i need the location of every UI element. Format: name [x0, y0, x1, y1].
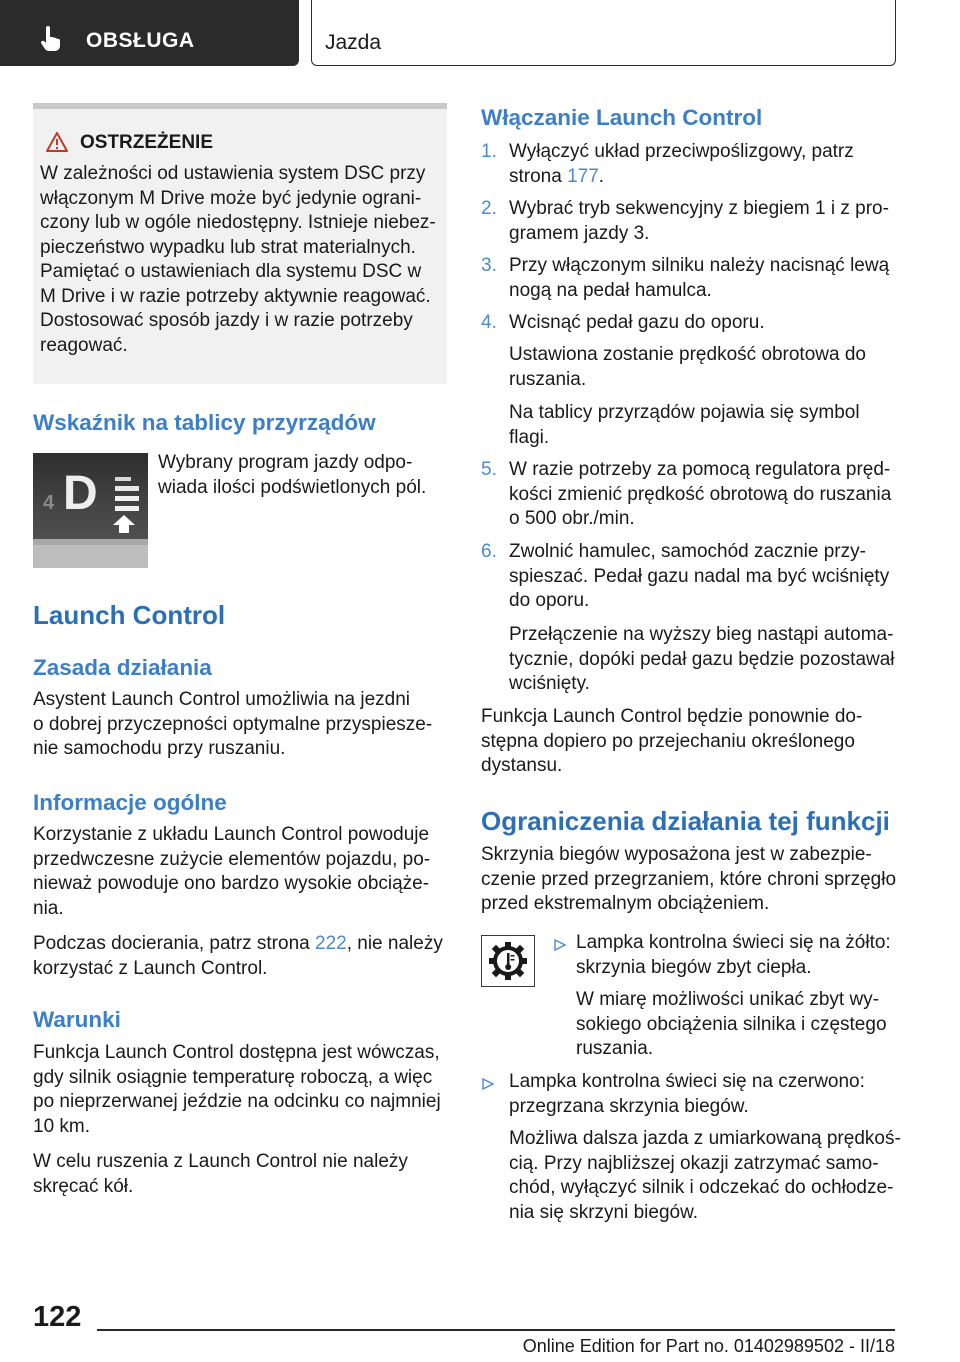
principle-heading: Zasada działania — [33, 655, 212, 680]
general-info-heading: Informacje ogólne — [33, 790, 227, 815]
page-number: 122 — [33, 1301, 82, 1333]
step-number-3: 3. — [481, 255, 497, 276]
step-number-5: 5. — [481, 459, 497, 480]
step-4-note-rpm: Ustawiona zostanie prędkość obrotowa do ruszania. — [509, 344, 866, 390]
step-4-note-flag: Na tablicy przyrządów pojawia się symbol flagi. — [509, 402, 860, 448]
bullet-red-text: Lampka kontrolna świeci się na czerwono: przegrzana skrzynia biegów. — [509, 1071, 865, 1117]
step-number-6: 6. — [481, 541, 497, 562]
conditions-text: Funkcja Launch Control dostępna jest wówczas, gdy silnik osiągnie temperaturę roboczą, a więc po nieprzerwanej jeździe na odcinku co najmniej 10 km. — [33, 1042, 441, 1137]
bullet-yellow-note: W miarę możliwości unikać zbyt wy- sokiego obciążenia silnika i częstego ruszania. — [576, 989, 887, 1059]
limits-heading: Ograniczenia działania tej funkcji — [481, 806, 890, 836]
header-chapter-title: Jazda — [325, 31, 382, 54]
step-6-note: Przełączenie na wyższy bieg nastąpi automa- tycznie, dopóki pedał gazu będzie pozostawał wciśnięty. — [509, 624, 895, 694]
step-number-2: 2. — [481, 198, 497, 219]
header-section-title: OBSŁUGA — [86, 29, 195, 52]
general-info-text: Korzystanie z układu Launch Control powoduje przedwczesne zużycie elementów pojazdu, po- nieważ powoduje ono bardzo wysokie obciąże- nia. — [33, 824, 431, 919]
cluster-gear-small: 4 — [43, 492, 55, 514]
step-text-5: W razie potrzeby za pomocą regulatora pręd- kości zmienić prędkość obrotową do ruszania o 500 obr./min. — [509, 459, 892, 529]
page-link-177[interactable]: 177 — [567, 165, 599, 187]
conditions-heading: Warunki — [33, 1007, 121, 1032]
footer-divider — [97, 1329, 895, 1331]
page-link-222[interactable]: 222 — [315, 933, 347, 954]
step-text-3: Przy włączonym silniku należy nacisnąć lewą nogą na pedał hamulca. — [509, 255, 890, 301]
pointing-hand-icon — [40, 26, 62, 52]
triangle-bullet-icon — [553, 938, 567, 952]
step-number-1: 1. — [481, 141, 497, 162]
warning-title: OSTRZEŻENIE — [80, 132, 214, 153]
warning-triangle-icon — [46, 132, 68, 152]
enable-heading: Włączanie Launch Control — [481, 105, 763, 130]
steering-text: W celu ruszenia z Launch Control nie należy skręcać kół. — [33, 1151, 408, 1197]
step-text-1: Wyłączyć układ przeciwpoślizgowy, patrz strona 177. — [509, 141, 854, 187]
step-number-4: 4. — [481, 312, 497, 333]
breakin-text: Podczas docierania, patrz strona 222, nie należy korzystać z Launch Control. — [33, 933, 443, 979]
indicator-heading: Wskaźnik na tablicy przyrządów — [33, 410, 376, 435]
step-text-6: Zwolnić hamulec, samochód zacznie przy- spieszać. Pedał gazu nadal ma być wciśnięty do oporu. — [509, 541, 890, 611]
step-text-2: Wybrać tryb sekwencyjny z biegiem 1 i z pro- gramem jazdy 3. — [509, 198, 889, 244]
launch-control-title: Launch Control — [33, 600, 226, 630]
triangle-bullet-icon — [481, 1077, 495, 1091]
header-chapter-tab — [311, 0, 896, 66]
indicator-text: Wybrany program jazdy odpo- wiada ilości podświetlonych pól. — [158, 452, 427, 498]
warning-text: W zależności od ustawienia system DSC przy włączonym M Drive może być jedynie ograni- czony lub w ogóle niedostępny. Istnieje niebez- pieczeństwo wypadku lub strat materialnych. Pamiętać o ustawieniach dla systemu DSC w M Drive i w razie potrzeby aktywnie reagować. Dostosować sposób jazdy i w razie potrzeby reagować. — [40, 163, 436, 356]
limits-text: Skrzynia biegów wyposażona jest w zabezpie- czenie przed przegrzaniem, które chroni sprzęgło przed ekstremalnym obciążeniem. — [481, 844, 897, 914]
principle-text: Asystent Launch Control umożliwia na jezdni o dobrej przyczepności optymalne przyspiesze- nie samochodu przy ruszaniu. — [33, 689, 433, 759]
availability-text: Funkcja Launch Control będzie ponownie do- stępna dopiero po przejechaniu określonego dystansu. — [481, 706, 863, 776]
step-text-4: Wcisnąć pedał gazu do oporu. — [509, 312, 765, 333]
bullet-yellow-text: Lampka kontrolna świeci się na żółto: skrzynia biegów zbyt ciepła. — [576, 932, 891, 978]
cluster-gear-large: D — [63, 467, 98, 520]
bullet-red-note: Możliwa dalsza jazda z umiarkowaną prędkoś- cią. Przy najbliższej okazji zatrzymać samo- chód, wyłączyć silnik i odczekać do ochłodze- nia się skrzyni biegów. — [509, 1128, 901, 1223]
gearbox-temperature-icon — [481, 935, 535, 987]
footer-edition: Online Edition for Part no. 01402989502 - II/18 — [522, 1336, 895, 1356]
